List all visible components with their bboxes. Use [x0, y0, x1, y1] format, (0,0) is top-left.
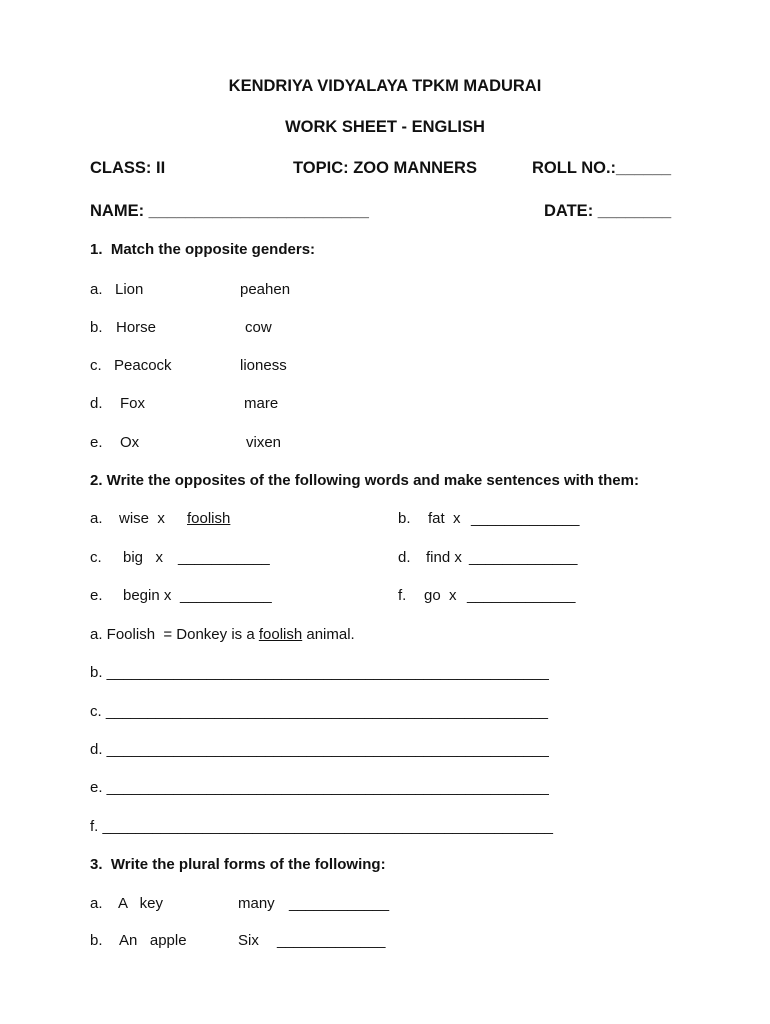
match-right-item: cow	[245, 319, 272, 336]
example-underlined-word: foolish	[258, 626, 303, 643]
sentence-line-c[interactable]: c. _____________________________________________________	[90, 703, 548, 720]
worksheet-title: WORK SHEET - ENGLISH	[285, 118, 485, 136]
match-right-item: peahen	[240, 281, 291, 298]
list-item-marker: e.	[90, 434, 103, 451]
list-item-marker: a.	[90, 895, 103, 912]
opposite-answer-blank[interactable]: _____________	[469, 549, 578, 566]
opposite-word: begin x	[123, 587, 172, 604]
list-item-marker: b.	[90, 319, 103, 336]
match-left-item: Peacock	[114, 357, 172, 374]
class-label: CLASS: II	[90, 159, 166, 177]
plural-answer-blank[interactable]: _____________	[277, 932, 386, 949]
list-item-marker: f.	[398, 587, 407, 604]
opposite-answer-blank[interactable]: ___________	[178, 549, 270, 566]
singular-word: An apple	[119, 932, 187, 949]
question-2-title: 2. Write the opposites of the following words and make sentences with them:	[90, 472, 639, 489]
list-item-marker: b.	[90, 932, 103, 949]
roll-number-field[interactable]: ROLL NO.:______	[532, 159, 672, 177]
topic-label: TOPIC: ZOO MANNERS	[293, 159, 477, 177]
list-item-marker: e.	[90, 587, 103, 604]
sentence-line-d[interactable]: d. _____________________________________________________	[90, 741, 549, 758]
match-left-item: Ox	[120, 434, 140, 451]
list-item-marker: a.	[90, 281, 103, 298]
opposite-answer-blank[interactable]: _____________	[471, 510, 580, 527]
singular-word: A key	[118, 895, 164, 912]
list-item-marker: d.	[90, 395, 103, 412]
name-field[interactable]: NAME: ________________________	[90, 202, 369, 220]
example-sentence-suffix: animal.	[302, 626, 355, 643]
sentence-line-b[interactable]: b. _____________________________________________________	[90, 664, 549, 681]
example-sentence-prefix: a. Foolish = Donkey is a	[90, 626, 259, 643]
plural-prefix: Six	[238, 932, 259, 949]
opposite-answer-blank[interactable]: ___________	[180, 587, 272, 604]
list-item-marker: a.	[90, 510, 103, 527]
match-right-item: lioness	[240, 357, 287, 374]
plural-answer-blank[interactable]: ____________	[289, 895, 390, 912]
list-item-marker: c.	[90, 357, 102, 374]
list-item-marker: c.	[90, 549, 102, 566]
example-sentence	[90, 625, 355, 645]
match-right-item: vixen	[246, 434, 282, 451]
opposite-answer: foolish	[187, 510, 231, 527]
plural-prefix: many	[238, 895, 275, 912]
opposite-word: wise x	[119, 510, 165, 527]
list-item-marker: d.	[398, 549, 411, 566]
opposite-answer-blank[interactable]: _____________	[467, 587, 576, 604]
match-left-item: Lion	[115, 281, 144, 298]
match-left-item: Fox	[120, 395, 146, 412]
school-name: KENDRIYA VIDYALAYA TPKM MADURAI	[228, 77, 542, 95]
opposite-word: fat x	[428, 510, 461, 527]
question-3-title: 3. Write the plural forms of the following:	[90, 856, 386, 873]
match-left-item: Horse	[116, 319, 157, 336]
opposite-word: find x	[426, 549, 462, 566]
match-right-item: mare	[244, 395, 279, 412]
date-field[interactable]: DATE: ________	[544, 202, 672, 220]
sentence-line-f[interactable]: f. ______________________________________________________	[90, 818, 553, 835]
list-item-marker: b.	[398, 510, 411, 527]
opposite-word: go x	[424, 587, 457, 604]
sentence-line-e[interactable]: e. _____________________________________________________	[90, 779, 549, 796]
question-1-title: 1. Match the opposite genders:	[90, 241, 316, 258]
opposite-word: big x	[123, 549, 164, 566]
